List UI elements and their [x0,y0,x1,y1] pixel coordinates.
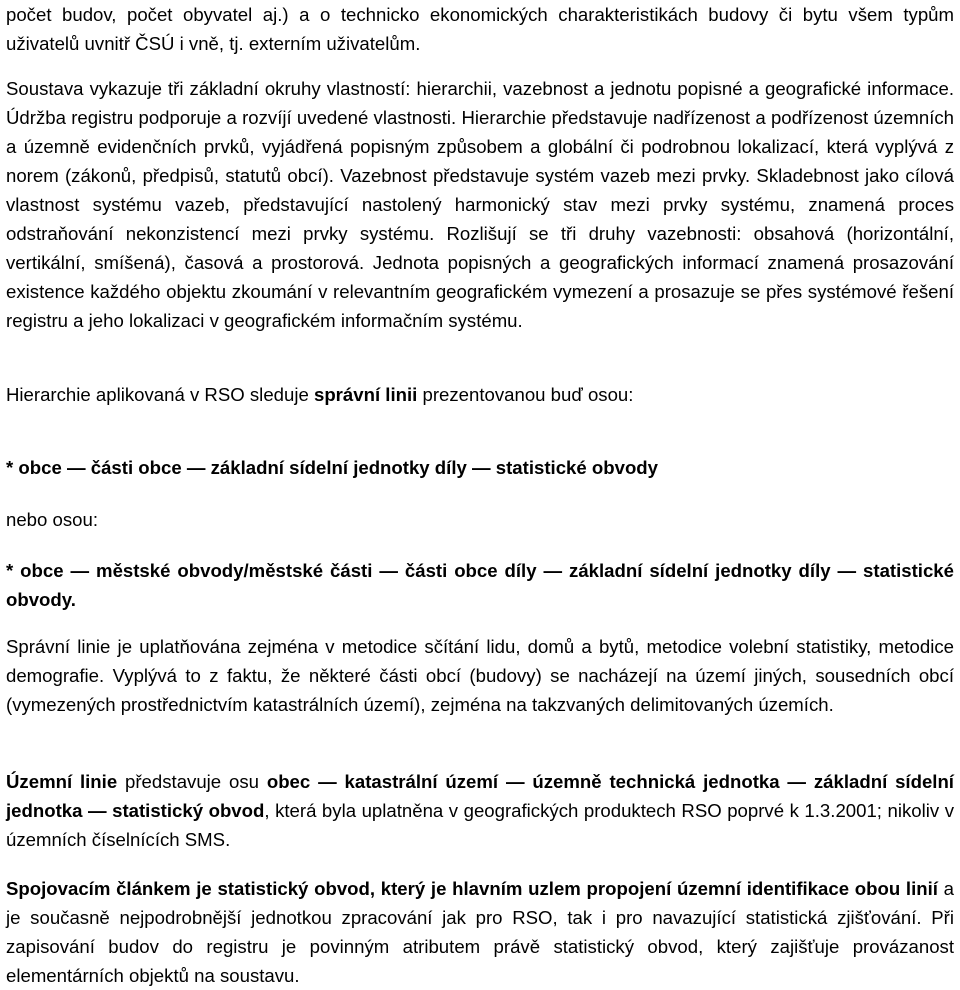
paragraph-text: prezentovanou buď osou: [417,384,634,405]
paragraph-text: , která byla uplatněna v geografických produktech RSO poprvé k 1.3.2001; nikoliv v územních číselnících SMS. [6,800,954,850]
paragraph-text: počet budov, počet obyvatel aj.) a o technicko ekonomických charakteristikách budovy či bytu všem typům uživatelů uvnitř ČSÚ i vně, tj. externím uživatelům. [6,4,954,54]
paragraph-statistical-district [6,874,954,990]
paragraph-administrative-line-usage [6,632,954,719]
paragraph-text: nebo osou: [6,509,99,530]
paragraph-text: a je současně nejpodrobnější jednotkou zpracování jak pro RSO, tak i pro navazující statistická zjišťování. Při zapisování budov do registru je povinným atributem právě statistický obvod, který zajišťuje provázanost elementárních objektů na soustavu. [6,878,954,986]
paragraph-text: Správní linie je uplatňována zejména v metodice sčítání lidu, domů a bytů, metodice volební statistiky, metodice demografie. Vyplývá to z faktu, že některé části obcí (budovy) se nacházejí na území jiných, sousedních obcí (vymezených prostřednictvím katastrálních území), zejména na takzvaných delimitovaných územích. [6,636,954,715]
paragraph-text: Hierarchie aplikovaná v RSO sleduje [6,384,314,405]
emphasis-territorial-axis: obec — katastrální území — územně technická jednotka — základní sídelní jednotka — statistický obvod [6,771,954,821]
paragraph-text: představuje osu [117,771,267,792]
paragraph-text: Soustava vykazuje tři základní okruhy vlastností: hierarchii, vazebnost a jednotu popisné a geografické informace. Údržba registru podporuje a rozvíjí uvedené vlastnosti. Hierarchie představuje nadřízenost a podřízenost územních a územně evidenčních prvků, vyjádřená popisným způsobem a globální či podrobnou lokalizací, která vyplývá z norem (zákonů, předpisů, statutů obcí). Vazebnost představuje systém vazeb mezi prvky. Skladebnost jako cílová vlastnost systému vazeb, představující nastolený harmonický stav mezi prvky systému, znamená proces odstraňování nekonzistencí mezi prvky systému. Rozlišují se tři druhy vazebnosti: obsahová (horizontální, vertikální, smíšená), časová a prostorová. Jednota popisných a geografických informací znamená prosazování existence každého objektu zkoumání v relevantním geografickém vymezení a prosazuje se přes systémové řešení registru a jeho lokalizaci v geografickém informačním systému. [6,78,954,331]
paragraph-territorial-line [6,767,954,854]
axis-text: * obce — městské obvody/městské části — části obce díly — základní sídelní jednotky díly — statistické obvody. [6,560,954,610]
emphasis-linking-element: Spojovacím článkem je statistický obvod, který je hlavním uzlem propojení územní identifikace obou linií [6,878,938,899]
axis-administrative-1 [6,453,954,482]
emphasis-territorial-line: Územní linie [6,771,118,792]
axis-text: * obce — části obce — základní sídelní jednotky díly — statistické obvody [6,457,658,478]
emphasis-administrative-line: správní linii [313,384,418,405]
paragraph-or-axis [6,505,954,534]
paragraph-hierarchy-axis-intro [6,380,954,409]
axis-administrative-2 [6,556,954,614]
paragraph-intro-continuation [6,0,954,58]
paragraph-system-properties [6,74,954,335]
